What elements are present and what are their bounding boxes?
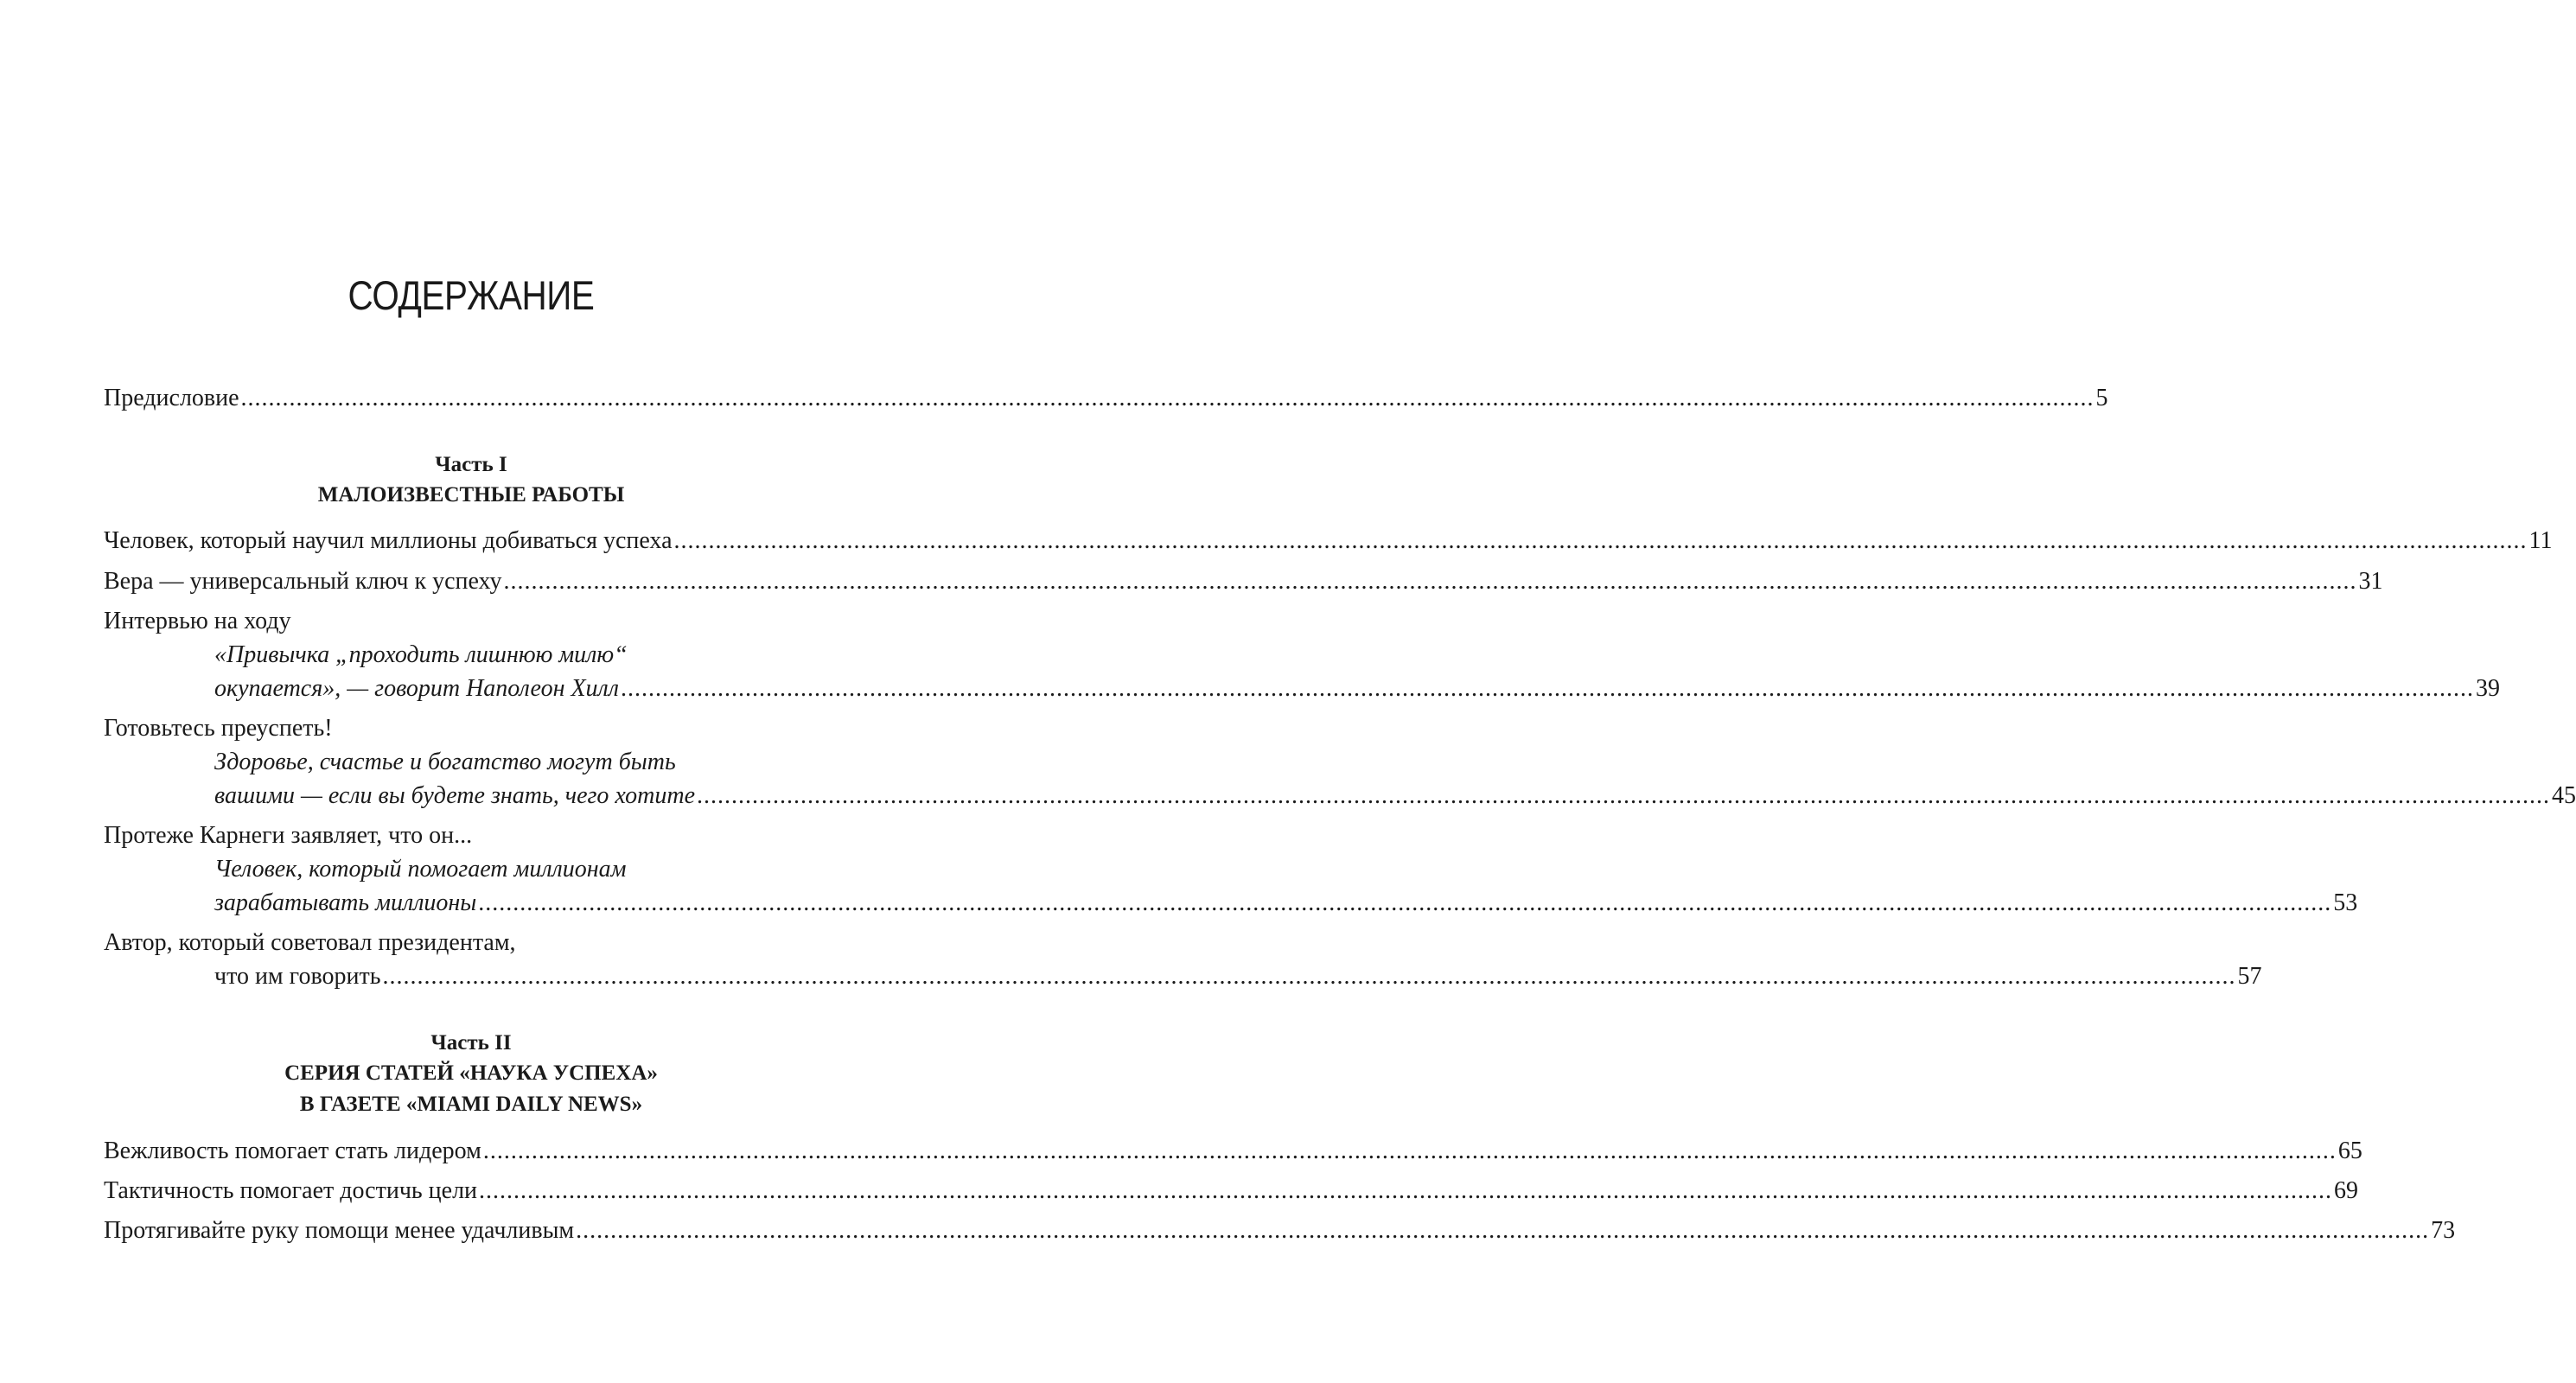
- toc-entry: [104, 524, 2553, 558]
- toc-entry-page: 69: [2334, 1177, 2359, 1204]
- leader-dots: [483, 1134, 2337, 1169]
- toc-entry-title: Интервью на ходу: [104, 608, 291, 634]
- part-label: Часть II: [430, 1031, 512, 1055]
- toc-entry: [104, 564, 2383, 599]
- toc-entry-title: Готовьтесь преуспеть!: [104, 715, 333, 742]
- leader-dots: [674, 524, 2528, 558]
- toc-entry-page: 11: [2528, 527, 2553, 554]
- toc-entry-page: 65: [2337, 1138, 2362, 1164]
- leader-dots: [479, 1174, 2332, 1208]
- part-label: Часть I: [435, 453, 507, 476]
- toc-entry-last-line: [104, 672, 2500, 706]
- toc-entry-preface: [104, 381, 2108, 416]
- toc-entry-title: Автор, который советовал президентам,: [104, 929, 516, 956]
- toc-entry-page: 39: [2475, 675, 2500, 702]
- toc-entry: [104, 1214, 2456, 1248]
- toc-entry-title: Протягивайте руку помощи менее удачливым: [104, 1217, 575, 1244]
- part-heading: СЕРИЯ СТАТЕЙ «НАУКА УСПЕХА»: [284, 1061, 658, 1085]
- toc-entry-title: Человек, который научил миллионы добиваться успеха: [104, 527, 673, 554]
- toc-entry-title: Предисловие: [104, 385, 239, 411]
- toc-entry-page: 31: [2358, 568, 2383, 595]
- leader-dots: [621, 672, 2474, 706]
- leader-dots: [382, 959, 2235, 994]
- toc-entry-page: 73: [2431, 1217, 2456, 1244]
- toc-entry-subtitle: зарабатывать миллионы: [214, 889, 477, 916]
- leader-dots: [478, 886, 2331, 921]
- toc-entry-subtitle: окупается», — говорит Наполеон Хилл: [214, 675, 619, 702]
- toc-entry-title: Вера — универсальный ключ к успеху: [104, 568, 502, 595]
- leader-dots: [241, 381, 2095, 416]
- part-heading: МАЛОИЗВЕСТНЫЕ РАБОТЫ: [317, 483, 625, 507]
- leader-dots: [697, 779, 2550, 813]
- toc-entry-title: Вежливость помогает стать лидером: [104, 1138, 481, 1164]
- toc-entry-page: 45: [2552, 782, 2576, 809]
- toc-entry-page: 57: [2237, 963, 2262, 990]
- toc-entry-last-line: [104, 886, 2358, 921]
- toc-entry-page: 53: [2333, 889, 2358, 916]
- toc-entry-last-line: [104, 959, 2262, 994]
- toc-entry: [104, 1134, 2362, 1169]
- toc-entry-last-line: [104, 779, 2576, 813]
- leader-dots: [503, 564, 2356, 599]
- toc-entry-subtitle: Человек, который помогает миллионам: [214, 856, 627, 883]
- toc-entry-page: 5: [2095, 385, 2108, 411]
- toc-page: [104, 0, 2576, 1383]
- toc-entry-title: Протеже Карнеги заявляет, что он...: [104, 822, 473, 849]
- toc-entry-subtitle: «Привычка „проходить лишнюю милю“: [214, 641, 628, 668]
- toc-entry-subtitle: Здоровье, счастье и богатство могут быть: [214, 749, 676, 775]
- toc-entry-subtitle: что им говорить: [214, 963, 381, 990]
- toc-entry-title: Тактичность помогает достичь цели: [104, 1177, 478, 1204]
- part-heading: В ГАЗЕТЕ «MIAMI DAILY NEWS»: [299, 1093, 643, 1116]
- toc-entry-subtitle: вашими — если вы будете знать, чего хотите: [214, 782, 696, 809]
- page-title: СОДЕРЖАНИЕ: [348, 272, 595, 318]
- leader-dots: [576, 1214, 2429, 1248]
- toc-entry: [104, 1174, 2359, 1208]
